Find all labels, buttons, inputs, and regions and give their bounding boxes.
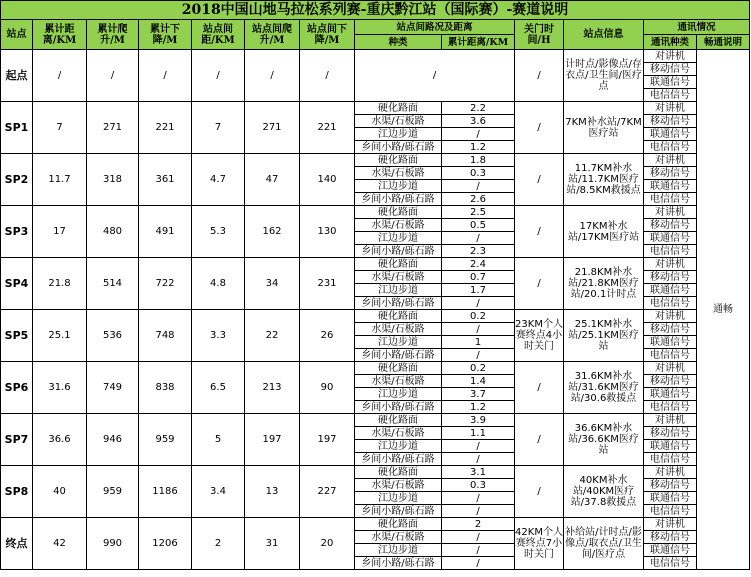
cum-dist: 25.1: [33, 310, 87, 362]
seg-descent: 20: [300, 518, 355, 570]
comm-type: 电信信号: [644, 505, 697, 518]
road-type: 乡间小路/砾石路: [355, 193, 442, 206]
seg-climb: 162: [245, 206, 300, 258]
cum-descent: 722: [139, 258, 192, 310]
cum-climb: 318: [87, 154, 139, 206]
seg-climb: 271: [245, 102, 300, 154]
header-comm-type: 通讯种类: [644, 35, 697, 50]
header-seg-descent: 站点间下降/M: [300, 20, 355, 50]
cum-dist: 11.7: [33, 154, 87, 206]
road-dist: 3.7: [442, 388, 515, 401]
comm-type: 对讲机: [644, 362, 697, 375]
cum-descent: 1206: [139, 518, 192, 570]
comm-type: 移动信号: [644, 167, 697, 180]
road-dist: 1.2: [442, 401, 515, 414]
comm-type: 移动信号: [644, 323, 697, 336]
cum-climb: 946: [87, 414, 139, 466]
seg-climb: /: [245, 50, 300, 102]
road-type: 江边步道: [355, 544, 442, 557]
road-dist: /: [442, 544, 515, 557]
road-dist: 2.4: [442, 258, 515, 271]
header-comm-group: 通讯情况: [644, 20, 750, 35]
seg-descent: 221: [300, 102, 355, 154]
road-dist: 3.9: [442, 414, 515, 427]
road-type: 江边步道: [355, 492, 442, 505]
road-type: 江边步道: [355, 440, 442, 453]
header-seg-climb: 站点间爬升/M: [245, 20, 300, 50]
cum-climb: /: [87, 50, 139, 102]
cum-descent: 748: [139, 310, 192, 362]
header-cutoff: 关门时间/H: [515, 20, 564, 50]
comm-type: 联通信号: [644, 128, 697, 141]
comm-type: 对讲机: [644, 154, 697, 167]
seg-dist: 7: [192, 102, 245, 154]
cum-descent: 221: [139, 102, 192, 154]
road-type: 水渠/石板路: [355, 427, 442, 440]
road-type: 江边步道: [355, 388, 442, 401]
station-name: SP2: [1, 154, 33, 206]
road-dist: 0.3: [442, 167, 515, 180]
seg-climb: 47: [245, 154, 300, 206]
road-dist: /: [442, 505, 515, 518]
header-info: 站点信息: [564, 20, 644, 50]
station-name: 终点: [1, 518, 33, 570]
cum-dist: 31.6: [33, 362, 87, 414]
comm-type: 电信信号: [644, 401, 697, 414]
road-info: /: [355, 50, 515, 102]
station-name: SP7: [1, 414, 33, 466]
seg-dist: 3.4: [192, 466, 245, 518]
seg-descent: 197: [300, 414, 355, 466]
road-dist: /: [442, 128, 515, 141]
road-dist: /: [442, 349, 515, 362]
comm-status: 通畅: [697, 50, 750, 570]
road-type: 硬化路面: [355, 414, 442, 427]
road-dist: 0.2: [442, 310, 515, 323]
station-info: 36.6KM补水站/36.6KM医疗站: [564, 414, 644, 466]
seg-descent: /: [300, 50, 355, 102]
road-type: 乡间小路/砾石路: [355, 505, 442, 518]
cum-climb: 536: [87, 310, 139, 362]
header-cum-climb: 累计爬升/M: [87, 20, 139, 50]
header-road-group: 站点间路况及距离: [355, 20, 515, 35]
seg-climb: 34: [245, 258, 300, 310]
road-type: 江边步道: [355, 180, 442, 193]
road-type: 硬化路面: [355, 518, 442, 531]
comm-type: 移动信号: [644, 219, 697, 232]
road-dist: 1.8: [442, 154, 515, 167]
road-dist: 1: [442, 336, 515, 349]
road-type: 水渠/石板路: [355, 219, 442, 232]
comm-type: 电信信号: [644, 297, 697, 310]
road-dist: 1.1: [442, 427, 515, 440]
comm-type: 移动信号: [644, 271, 697, 284]
seg-climb: 22: [245, 310, 300, 362]
comm-type: 电信信号: [644, 453, 697, 466]
road-type: 水渠/石板路: [355, 167, 442, 180]
station-info: 40KM补水站/40KM医疗站/37.8救援点: [564, 466, 644, 518]
comm-type: 对讲机: [644, 50, 697, 63]
cutoff-time: /: [515, 362, 564, 414]
cum-descent: 491: [139, 206, 192, 258]
seg-descent: 140: [300, 154, 355, 206]
header-station: 站点: [1, 20, 33, 50]
seg-descent: 227: [300, 466, 355, 518]
comm-type: 联通信号: [644, 76, 697, 89]
road-type: 乡间小路/砾石路: [355, 141, 442, 154]
road-dist: /: [442, 323, 515, 336]
header-road-dist: 累计距离/KM: [442, 35, 515, 50]
seg-climb: 13: [245, 466, 300, 518]
cum-climb: 480: [87, 206, 139, 258]
comm-type: 联通信号: [644, 336, 697, 349]
station-name: SP3: [1, 206, 33, 258]
comm-type: 联通信号: [644, 284, 697, 297]
road-dist: 2.3: [442, 245, 515, 258]
station-name: SP5: [1, 310, 33, 362]
header-cum-dist: 累计距离/KM: [33, 20, 87, 50]
comm-type: 电信信号: [644, 141, 697, 154]
comm-type: 移动信号: [644, 375, 697, 388]
cum-dist: 42: [33, 518, 87, 570]
comm-type: 对讲机: [644, 414, 697, 427]
road-type: 乡间小路/砾石路: [355, 349, 442, 362]
header-cum-descent: 累计下降/M: [139, 20, 192, 50]
road-dist: 2.2: [442, 102, 515, 115]
road-type: 水渠/石板路: [355, 531, 442, 544]
road-type: 乡间小路/砾石路: [355, 245, 442, 258]
road-type: 江边步道: [355, 336, 442, 349]
cum-descent: 1186: [139, 466, 192, 518]
road-type: 江边步道: [355, 284, 442, 297]
road-dist: /: [442, 453, 515, 466]
comm-type: 移动信号: [644, 115, 697, 128]
comm-type: 电信信号: [644, 89, 697, 102]
seg-dist: 4.8: [192, 258, 245, 310]
road-dist: 1.2: [442, 141, 515, 154]
station-info: 补给站/计时点/影像点/取衣点/卫生间/医疗点: [564, 518, 644, 570]
cutoff-time: 23KM个人赛终点4小时关门: [515, 310, 564, 362]
header-seg-dist: 站点间距/KM: [192, 20, 245, 50]
station-info: 计时点/影像点/存衣点/卫生间/医疗点: [564, 50, 644, 102]
seg-dist: 6.5: [192, 362, 245, 414]
station-info: 31.6KM补水站/31.6KM医疗站/30.6救援点: [564, 362, 644, 414]
comm-type: 联通信号: [644, 388, 697, 401]
cum-climb: 990: [87, 518, 139, 570]
seg-dist: /: [192, 50, 245, 102]
road-type: 硬化路面: [355, 206, 442, 219]
cum-climb: 271: [87, 102, 139, 154]
road-dist: /: [442, 557, 515, 570]
road-dist: 2.5: [442, 206, 515, 219]
station-name: 起点: [1, 50, 33, 102]
road-type: 乡间小路/砾石路: [355, 453, 442, 466]
road-type: 水渠/石板路: [355, 375, 442, 388]
cutoff-time: /: [515, 414, 564, 466]
cum-dist: 21.8: [33, 258, 87, 310]
station-info: 11.7KM补水站/11.7KM医疗站/8.5KM救援点: [564, 154, 644, 206]
cum-dist: /: [33, 50, 87, 102]
road-type: 硬化路面: [355, 466, 442, 479]
cutoff-time: /: [515, 154, 564, 206]
cum-dist: 40: [33, 466, 87, 518]
comm-type: 对讲机: [644, 258, 697, 271]
comm-type: 对讲机: [644, 310, 697, 323]
seg-descent: 130: [300, 206, 355, 258]
road-type: 水渠/石板路: [355, 479, 442, 492]
road-type: 乡间小路/砾石路: [355, 401, 442, 414]
road-type: 乡间小路/砾石路: [355, 297, 442, 310]
cum-dist: 7: [33, 102, 87, 154]
road-dist: /: [442, 297, 515, 310]
station-info: 25.1KM补水站/25.1KM医疗站: [564, 310, 644, 362]
cum-dist: 17: [33, 206, 87, 258]
road-type: 江边步道: [355, 232, 442, 245]
cum-descent: /: [139, 50, 192, 102]
road-type: 硬化路面: [355, 258, 442, 271]
cum-climb: 749: [87, 362, 139, 414]
road-type: 硬化路面: [355, 154, 442, 167]
comm-type: 对讲机: [644, 102, 697, 115]
road-type: 硬化路面: [355, 362, 442, 375]
road-type: 水渠/石板路: [355, 115, 442, 128]
cum-dist: 36.6: [33, 414, 87, 466]
seg-dist: 5.3: [192, 206, 245, 258]
road-dist: 2: [442, 518, 515, 531]
comm-type: 联通信号: [644, 232, 697, 245]
station-name: SP8: [1, 466, 33, 518]
comm-type: 移动信号: [644, 479, 697, 492]
header-comm-status: 畅通说明: [697, 35, 750, 50]
station-info: 17KM补水站/17KM医疗站: [564, 206, 644, 258]
header-road-type: 种类: [355, 35, 442, 50]
cutoff-time: /: [515, 258, 564, 310]
comm-type: 电信信号: [644, 193, 697, 206]
comm-type: 对讲机: [644, 466, 697, 479]
road-dist: 0.7: [442, 271, 515, 284]
comm-type: 移动信号: [644, 427, 697, 440]
road-dist: 1.7: [442, 284, 515, 297]
seg-climb: 197: [245, 414, 300, 466]
comm-type: 对讲机: [644, 206, 697, 219]
seg-dist: 2: [192, 518, 245, 570]
seg-dist: 4.7: [192, 154, 245, 206]
station-name: SP6: [1, 362, 33, 414]
road-dist: /: [442, 180, 515, 193]
cum-descent: 959: [139, 414, 192, 466]
road-dist: /: [442, 232, 515, 245]
road-dist: 2.6: [442, 193, 515, 206]
road-type: 水渠/石板路: [355, 271, 442, 284]
table-title: 2018中国山地马拉松系列赛-重庆黔江站（国际赛）-赛道说明: [1, 1, 750, 20]
road-type: 硬化路面: [355, 102, 442, 115]
station-info: 7KM补水站/7KM医疗站: [564, 102, 644, 154]
road-dist: 0.2: [442, 362, 515, 375]
cum-descent: 838: [139, 362, 192, 414]
comm-type: 联通信号: [644, 440, 697, 453]
cum-descent: 361: [139, 154, 192, 206]
station-name: SP1: [1, 102, 33, 154]
seg-dist: 3.3: [192, 310, 245, 362]
seg-descent: 231: [300, 258, 355, 310]
comm-type: 电信信号: [644, 349, 697, 362]
comm-type: 对讲机: [644, 518, 697, 531]
road-type: 乡间小路/砾石路: [355, 557, 442, 570]
seg-descent: 26: [300, 310, 355, 362]
road-dist: 0.5: [442, 219, 515, 232]
comm-type: 移动信号: [644, 63, 697, 76]
cutoff-time: 42KM个人赛终点7小时关门: [515, 518, 564, 570]
road-dist: 3.1: [442, 466, 515, 479]
seg-dist: 5: [192, 414, 245, 466]
comm-type: 电信信号: [644, 245, 697, 258]
road-type: 水渠/石板路: [355, 323, 442, 336]
seg-descent: 90: [300, 362, 355, 414]
road-dist: /: [442, 531, 515, 544]
station-info: 21.8KM补水站/21.8KM医疗站/20.1计时点: [564, 258, 644, 310]
cutoff-time: /: [515, 102, 564, 154]
comm-type: 联通信号: [644, 544, 697, 557]
comm-type: 电信信号: [644, 557, 697, 570]
road-type: 硬化路面: [355, 310, 442, 323]
seg-climb: 213: [245, 362, 300, 414]
station-name: SP4: [1, 258, 33, 310]
road-dist: 3.6: [442, 115, 515, 128]
road-dist: 0.3: [442, 479, 515, 492]
road-type: 江边步道: [355, 128, 442, 141]
comm-type: 移动信号: [644, 531, 697, 544]
comm-type: 联通信号: [644, 180, 697, 193]
road-dist: 1.4: [442, 375, 515, 388]
seg-climb: 31: [245, 518, 300, 570]
cum-climb: 959: [87, 466, 139, 518]
cutoff-time: /: [515, 466, 564, 518]
road-dist: /: [442, 492, 515, 505]
road-dist: /: [442, 440, 515, 453]
comm-type: 联通信号: [644, 492, 697, 505]
cum-climb: 514: [87, 258, 139, 310]
cutoff-time: /: [515, 50, 564, 102]
cutoff-time: /: [515, 206, 564, 258]
